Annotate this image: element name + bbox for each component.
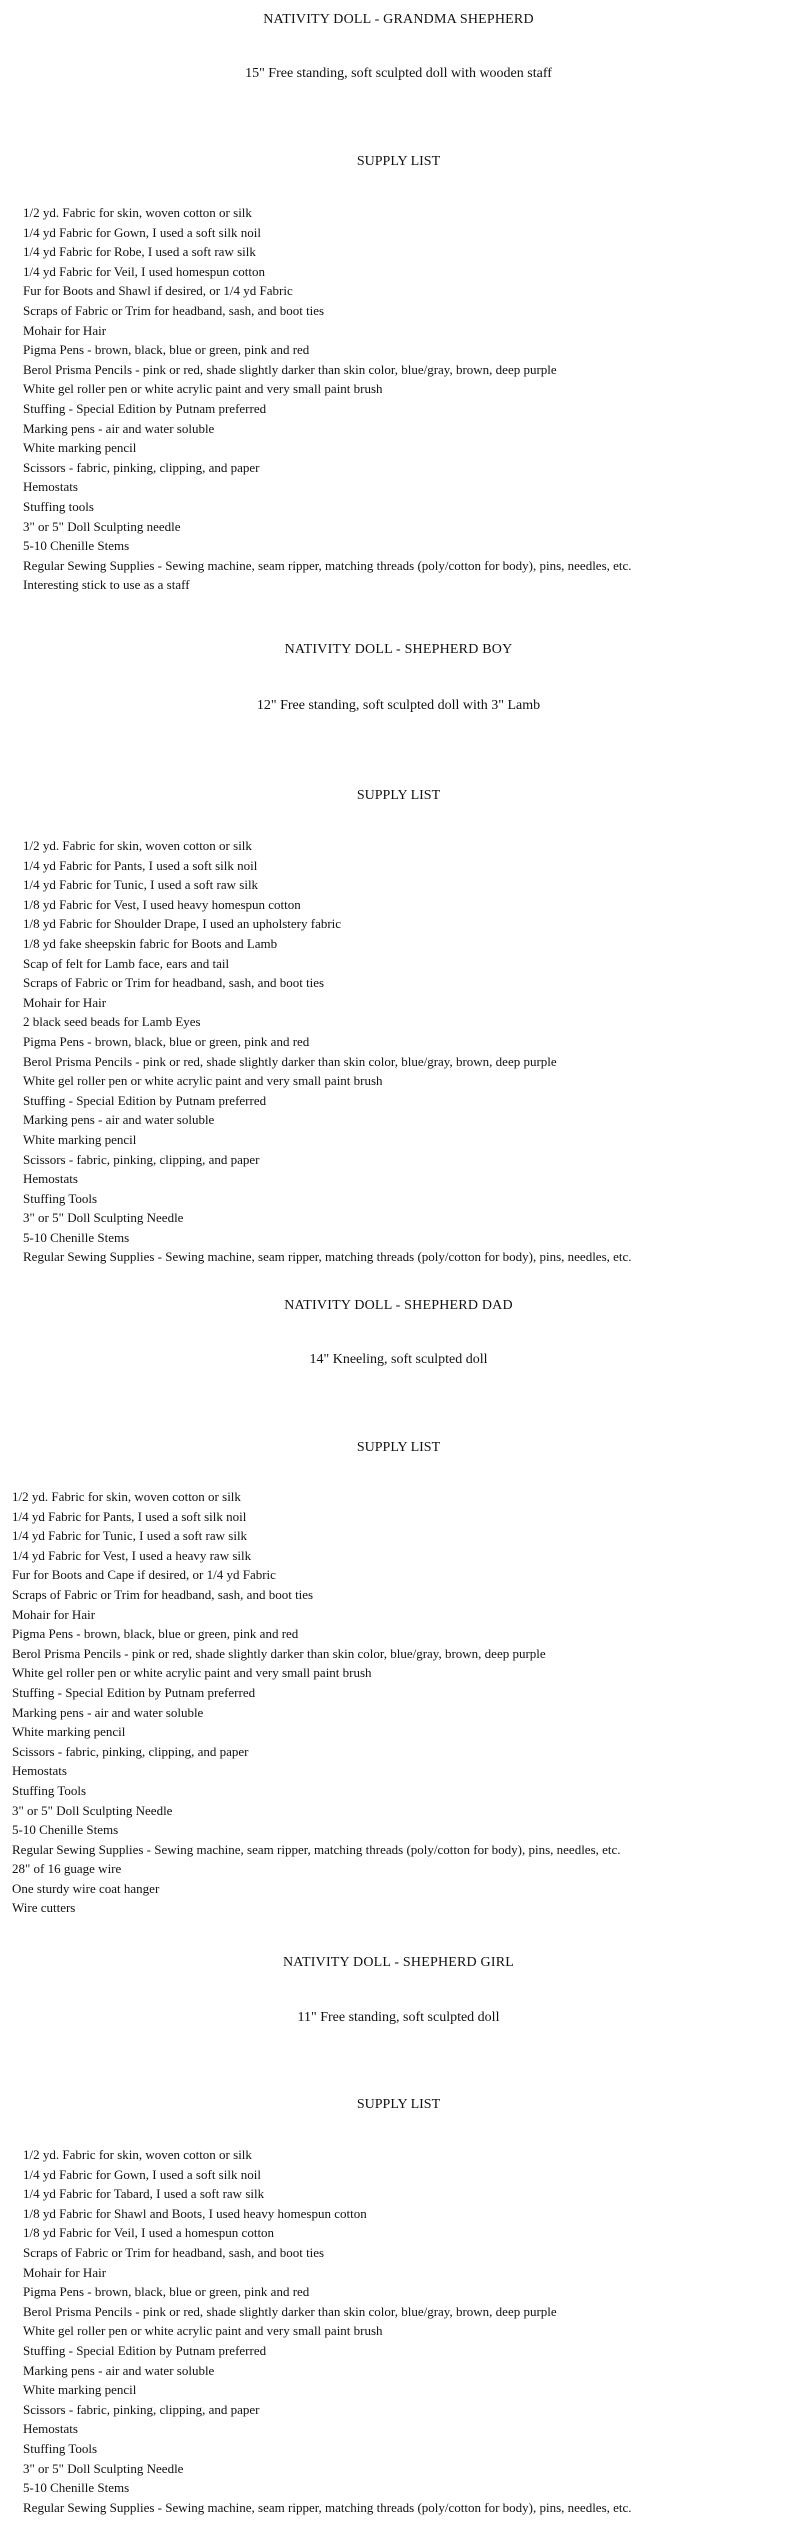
- section-subtitle: 12" Free standing, soft sculpted doll with 3" Lamb: [256, 698, 541, 713]
- list-item: Mohair for Hair: [23, 2264, 107, 2280]
- list-item: Berol Prisma Pencils - pink or red, shade slightly darker than skin color, blue/gray, brown, deep purple: [23, 1053, 557, 1069]
- list-item: Stuffing Tools: [23, 1190, 98, 1206]
- list-item: 1/4 yd Fabric for Veil, I used homespun cotton: [23, 263, 266, 279]
- list-item: Berol Prisma Pencils - pink or red, shade slightly darker than skin color, blue/gray, brown, deep purple: [23, 361, 557, 377]
- list-item: Scraps of Fabric or Trim for headband, sash, and boot ties: [12, 1586, 314, 1602]
- section-subtitle: 15" Free standing, soft sculpted doll with wooden staff: [245, 66, 552, 81]
- list-item: 1/4 yd Fabric for Tabard, I used a soft raw silk: [23, 2186, 265, 2202]
- list-item: 2 black seed beads for Lamb Eyes: [23, 1014, 201, 1030]
- list-item: White gel roller pen or white acrylic paint and very small paint brush: [23, 381, 383, 397]
- supply-list: [23, 836, 632, 1267]
- list-item: Hemostats: [23, 1171, 78, 1187]
- section-title: NATIVITY DOLL - SHEPHERD DAD: [284, 1298, 513, 1313]
- list-item: Berol Prisma Pencils - pink or red, shade slightly darker than skin color, blue/gray, brown, deep purple: [23, 2303, 557, 2319]
- list-item: Scissors - fabric, pinking, clipping, and paper: [23, 2401, 260, 2417]
- supply-list-heading: SUPPLY LIST: [356, 154, 441, 169]
- list-item: Scraps of Fabric or Trim for headband, sash, and boot ties: [23, 302, 325, 318]
- section-subtitle: 11" Free standing, soft sculpted doll: [297, 2010, 500, 2025]
- list-item: Stuffing - Special Edition by Putnam preferred: [12, 1684, 256, 1700]
- list-item: Stuffing Tools: [12, 1782, 87, 1798]
- supply-list: [12, 1487, 621, 1918]
- list-item: 1/4 yd Fabric for Pants, I used a soft silk noil: [23, 857, 258, 873]
- list-item: Stuffing Tools: [23, 2440, 98, 2456]
- list-item: White gel roller pen or white acrylic paint and very small paint brush: [23, 2323, 383, 2339]
- list-item: 3" or 5" Doll Sculpting needle: [23, 518, 181, 534]
- section-subtitle: 14" Kneeling, soft sculpted doll: [309, 1352, 488, 1367]
- section-title: NATIVITY DOLL - GRANDMA SHEPHERD: [263, 12, 534, 27]
- list-item: White gel roller pen or white acrylic paint and very small paint brush: [23, 1073, 383, 1089]
- list-item: 1/8 yd Fabric for Vest, I used heavy homespun cotton: [23, 896, 301, 912]
- list-item: Fur for Boots and Shawl if desired, or 1/4 yd Fabric: [23, 283, 293, 299]
- list-item: One sturdy wire coat hanger: [12, 1880, 160, 1896]
- list-item: 28" of 16 guage wire: [12, 1861, 122, 1877]
- list-item: 1/8 yd Fabric for Shoulder Drape, I used an upholstery fabric: [23, 916, 342, 932]
- list-item: Hemostats: [12, 1763, 67, 1779]
- list-item: Wire cutters: [12, 1900, 76, 1916]
- list-item: Scap of felt for Lamb face, ears and tail: [23, 955, 230, 971]
- list-item: Marking pens - air and water soluble: [23, 2362, 215, 2378]
- list-item: White marking pencil: [12, 1724, 126, 1740]
- list-item: White marking pencil: [23, 1131, 137, 1147]
- list-item: White marking pencil: [23, 440, 137, 456]
- list-item: Regular Sewing Supplies - Sewing machine, seam ripper, matching threads (poly/cotton for body), pins, needles, etc.: [23, 557, 632, 573]
- supply-list-heading: SUPPLY LIST: [356, 2097, 441, 2112]
- list-item: Marking pens - air and water soluble: [12, 1704, 204, 1720]
- list-item: 1/4 yd Fabric for Tunic, I used a soft raw silk: [12, 1528, 248, 1544]
- list-item: Stuffing tools: [23, 498, 94, 514]
- list-item: Interesting stick to use as a staff: [23, 577, 190, 593]
- list-item: White marking pencil: [23, 2382, 137, 2398]
- list-item: 1/4 yd Fabric for Gown, I used a soft silk noil: [23, 2166, 261, 2182]
- list-item: 1/8 yd Fabric for Veil, I used a homespun cotton: [23, 2225, 275, 2241]
- list-item: Regular Sewing Supplies - Sewing machine, seam ripper, matching threads (poly/cotton for body), pins, needles, etc.: [12, 1841, 621, 1857]
- list-item: Pigma Pens - brown, black, blue or green, pink and red: [23, 2284, 310, 2300]
- list-item: 1/2 yd. Fabric for skin, woven cotton or silk: [23, 838, 252, 853]
- list-item: 1/2 yd. Fabric for skin, woven cotton or silk: [23, 2147, 252, 2162]
- list-item: 1/4 yd Fabric for Tunic, I used a soft raw silk: [23, 877, 259, 893]
- list-item: 3" or 5" Doll Sculpting Needle: [23, 1210, 184, 1226]
- list-item: 5-10 Chenille Stems: [23, 1229, 130, 1245]
- list-item: Scissors - fabric, pinking, clipping, and paper: [23, 459, 260, 475]
- supply-list-heading: SUPPLY LIST: [356, 788, 441, 803]
- list-item: Marking pens - air and water soluble: [23, 420, 215, 436]
- list-item: Scraps of Fabric or Trim for headband, sash, and boot ties: [23, 975, 325, 991]
- list-item: Marking pens - air and water soluble: [23, 1112, 215, 1128]
- list-item: 1/2 yd. Fabric for skin, woven cotton or silk: [12, 1489, 241, 1504]
- supply-list-heading: SUPPLY LIST: [356, 1440, 441, 1455]
- list-item: Mohair for Hair: [23, 994, 107, 1010]
- list-item: 1/4 yd Fabric for Gown, I used a soft silk noil: [23, 224, 261, 240]
- list-item: Stuffing - Special Edition by Putnam preferred: [23, 2342, 267, 2358]
- supply-list: [23, 2145, 632, 2517]
- list-item: 1/8 yd Fabric for Shawl and Boots, I used heavy homespun cotton: [23, 2205, 367, 2221]
- list-item: Scissors - fabric, pinking, clipping, and paper: [12, 1743, 249, 1759]
- list-item: Berol Prisma Pencils - pink or red, shade slightly darker than skin color, blue/gray, brown, deep purple: [12, 1645, 546, 1661]
- list-item: Regular Sewing Supplies - Sewing machine, seam ripper, matching threads (poly/cotton for body), pins, needles, etc.: [23, 2499, 632, 2515]
- list-item: Hemostats: [23, 2421, 78, 2437]
- section-title: NATIVITY DOLL - SHEPHERD BOY: [284, 642, 513, 657]
- supply-list: [23, 203, 632, 595]
- list-item: Pigma Pens - brown, black, blue or green, pink and red: [23, 1033, 310, 1049]
- list-item: 5-10 Chenille Stems: [12, 1822, 119, 1838]
- list-item: Pigma Pens - brown, black, blue or green, pink and red: [23, 342, 310, 358]
- list-item: 5-10 Chenille Stems: [23, 538, 130, 554]
- list-item: 3" or 5" Doll Sculpting Needle: [12, 1802, 173, 1818]
- list-item: Hemostats: [23, 479, 78, 495]
- list-item: Fur for Boots and Cape if desired, or 1/4 yd Fabric: [12, 1567, 276, 1583]
- list-item: Scissors - fabric, pinking, clipping, and paper: [23, 1151, 260, 1167]
- list-item: Regular Sewing Supplies - Sewing machine, seam ripper, matching threads (poly/cotton for body), pins, needles, etc.: [23, 1249, 632, 1265]
- section-title: NATIVITY DOLL - SHEPHERD GIRL: [282, 1955, 515, 1970]
- list-item: 1/4 yd Fabric for Vest, I used a heavy raw silk: [12, 1547, 252, 1563]
- list-item: 1/8 yd fake sheepskin fabric for Boots and Lamb: [23, 935, 278, 951]
- list-item: 1/4 yd Fabric for Pants, I used a soft silk noil: [12, 1508, 247, 1524]
- list-item: White gel roller pen or white acrylic paint and very small paint brush: [12, 1665, 372, 1681]
- list-item: Stuffing - Special Edition by Putnam preferred: [23, 400, 267, 416]
- list-item: 3" or 5" Doll Sculpting Needle: [23, 2460, 184, 2476]
- list-item: Stuffing - Special Edition by Putnam preferred: [23, 1092, 267, 1108]
- list-item: 1/4 yd Fabric for Robe, I used a soft raw silk: [23, 244, 256, 260]
- list-item: 1/2 yd. Fabric for skin, woven cotton or silk: [23, 205, 252, 220]
- list-item: 5-10 Chenille Stems: [23, 2480, 130, 2496]
- list-item: Mohair for Hair: [12, 1606, 96, 1622]
- list-item: Scraps of Fabric or Trim for headband, sash, and boot ties: [23, 2244, 325, 2260]
- list-item: Mohair for Hair: [23, 322, 107, 338]
- list-item: Pigma Pens - brown, black, blue or green, pink and red: [12, 1626, 299, 1642]
